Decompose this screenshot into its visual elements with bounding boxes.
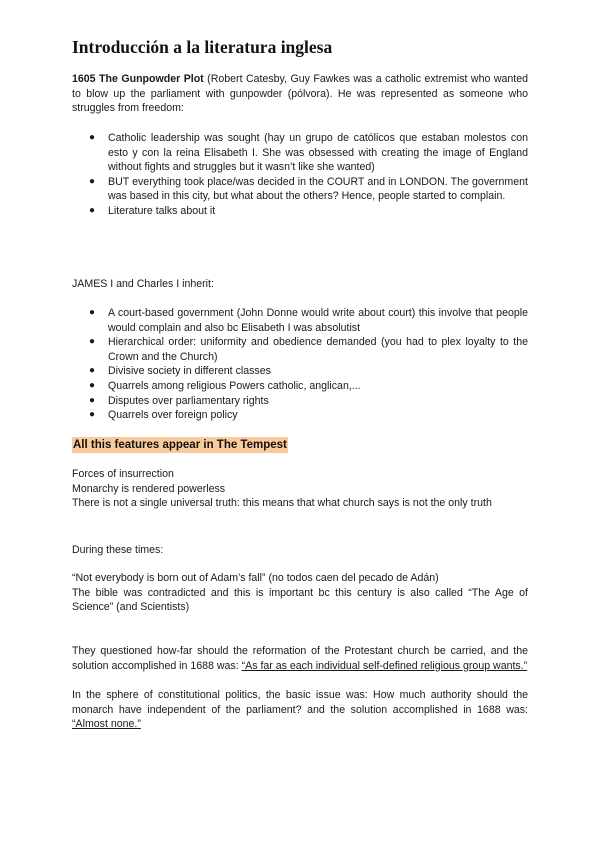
list-item: ● Quarrels among religious Powers catholic, anglican,... <box>89 379 361 392</box>
bullet-icon: ● <box>89 336 96 348</box>
gunpowder-heading: 1605 The Gunpowder Plot <box>72 73 204 85</box>
adam-line-2: The bible was contradicted and this is important bc this century is also called “The Age of Science” (and Scientists) <box>72 586 528 614</box>
list-item: ● Literature talks about it <box>89 204 216 217</box>
constitutional-paragraph <box>72 688 528 732</box>
bullet-icon: ● <box>89 379 96 391</box>
adam-line-1: “Not everybody is born out of Adam’s fall” (no todos caen del pecado de Adán) <box>72 572 439 584</box>
bullet-icon: ● <box>89 175 96 187</box>
during-line: During these times: <box>72 544 164 556</box>
list-item: ● Catholic leadership was sought (hay un grupo de católicos que estaban molestos con esto y con la reina Elisabeth I. She was obsessed with creating the image of England without fights and struggles but it wasn’t like she wanted) <box>89 132 528 174</box>
list-item: ● Hierarchical order: uniformity and obedience demanded (you had to plex loyalty to the Crown and the Church) <box>89 336 528 363</box>
bullet-icon: ● <box>89 204 96 216</box>
reformation-answer: “As far as each individual self-defined religious group wants.” <box>241 659 528 672</box>
list-item: ● Divisive society in different classes <box>89 365 271 378</box>
tempest-heading: All this features appear in The Tempest <box>73 439 287 451</box>
bullet-list-1 <box>72 131 528 219</box>
tempest-line: Monarchy is rendered powerless <box>72 482 226 495</box>
adam-paragraph <box>72 571 528 615</box>
gunpowder-text: (Robert Catesby, Guy Fawkes was a catholic extremist who wanted to blow up the parliament with gunpowder (pólvora). He was represented as someone who struggles from freedom: <box>72 73 528 115</box>
bullet-icon: ● <box>89 307 96 318</box>
reformation-paragraph <box>72 644 528 673</box>
bullet-icon: ● <box>89 365 96 377</box>
gunpowder-paragraph <box>72 72 528 116</box>
tempest-lines <box>72 467 528 511</box>
list-item: ● A court-based government (John Donne would write about court) this involve that people would complain and also bc Elisabeth I was absolutist <box>89 307 528 334</box>
page-title: Introducción a la literatura inglesa <box>72 37 333 57</box>
james-line: JAMES I and Charles I inherit: <box>72 278 214 290</box>
list-item: ● Disputes over parliamentary rights <box>89 394 269 407</box>
constitutional-answer: “Almost none.” <box>72 718 141 731</box>
bullet-icon: ● <box>89 132 96 143</box>
bullet-list-2 <box>72 306 528 423</box>
reformation-text: They questioned how-far should the reformation of the Protestant church be carried, and the solution accomplished in 1688 was: <box>72 645 528 672</box>
list-item: ● BUT everything took place/was decided in the COURT and in LONDON. The government was based in this city, but what about the others? Hence, people started to complain. <box>89 175 528 203</box>
tempest-line: There is not a single universal truth: this means that what church says is not the only truth <box>72 497 492 510</box>
list-item: ● Quarrels over foreign policy <box>89 409 238 422</box>
constitutional-text: In the sphere of constitutional politics, the basic issue was: How much authority should the monarch have independent of the parliament? and the solution accomplished in 1688 was: <box>72 689 528 716</box>
tempest-line: Forces of insurrection <box>72 468 174 480</box>
bullet-icon: ● <box>89 394 96 406</box>
bullet-icon: ● <box>89 409 96 421</box>
